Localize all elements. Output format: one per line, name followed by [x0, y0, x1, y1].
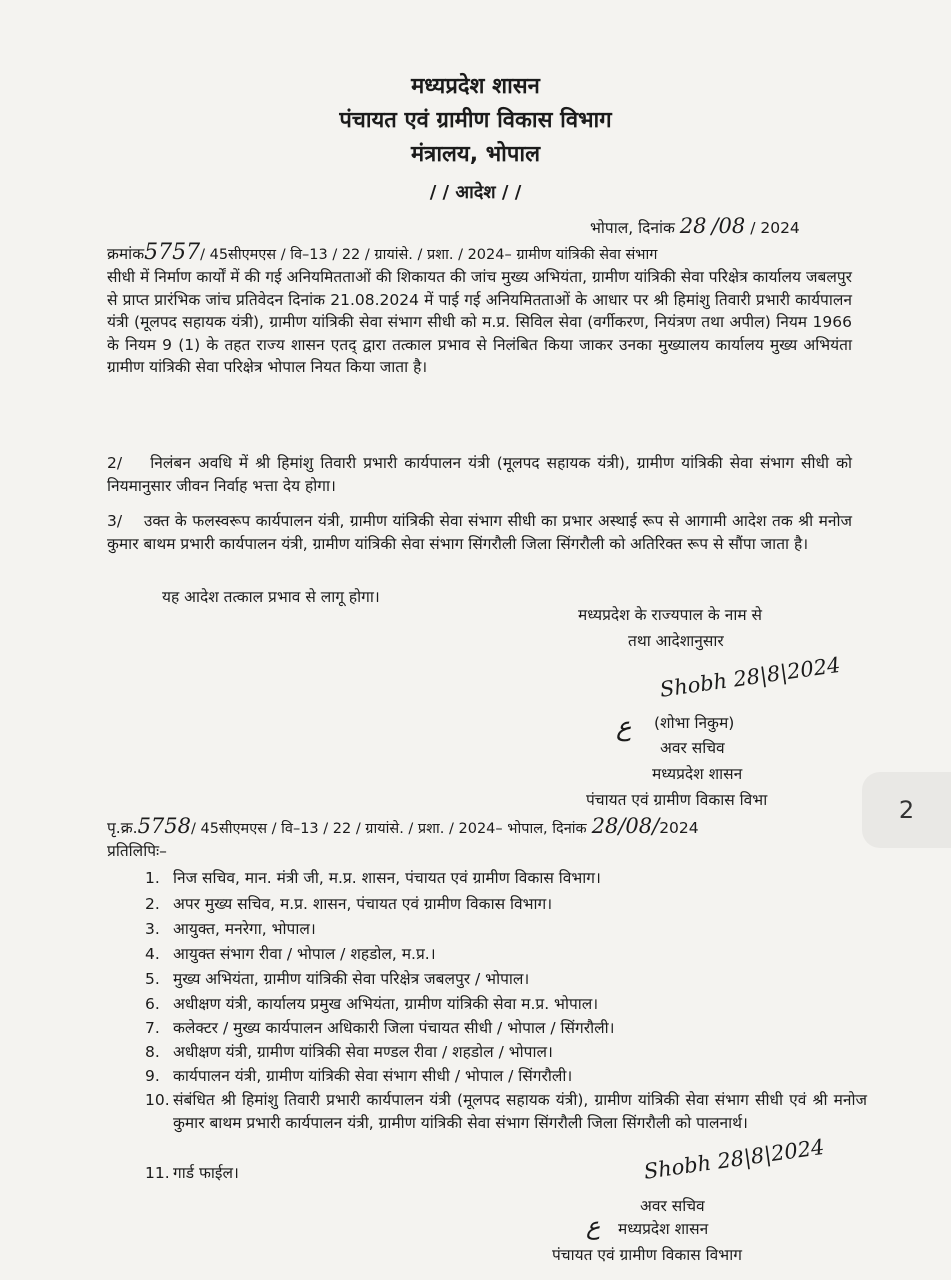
sign2-office1: मध्यप्रदेश शासन [618, 1220, 709, 1238]
copy-label: प्रतिलिपिः– [107, 842, 167, 860]
copy-list-item: 5. मुख्य अभियंता, ग्रामीण यांत्रिकी सेवा परिक्षेत्र जबलपुर / भोपाल। [145, 970, 530, 988]
date-year: / 2024 [750, 219, 800, 237]
order-paragraph-2 [107, 452, 852, 497]
order-paragraph-1: सीधी में निर्माण कार्यों में की गई अनियमितताओं की शिकायत की जांच मुख्य अभियंता, ग्रामीण यांत्रिकी सेवा परिक्षेत्र कार्यालय जबलपुर से प्राप्त प्रारंभिक जांच प्रतिवेदन दिनांक 21.08.2024 में पाई गई अनियमितताओं के आधार पर श्री हिमांशु तिवारी प्रभारी कार्यपालन यंत्री (मूलपद सहायक यंत्री), ग्रामीण यांत्रिकी सेवा संभाग सीधी को म.प्र. सिविल सेवा (वर्गीकरण, नियंत्रण तथा अपील) नियम 1966 के नियम 9 (1) के तहत राज्य शासन एतद् द्वारा तत्काल प्रभाव से निलंबित किया जाकर उनका मुख्यालय कार्यालय मुख्य अभियंता ग्रामीण यांत्रिकी सेवा परिक्षेत्र भोपाल नियत किया जाता है। [107, 268, 852, 376]
sign1-office1: मध्यप्रदेश शासन [652, 765, 743, 783]
sign1-line2: तथा आदेशानुसार [628, 632, 724, 650]
copy-date-handwritten: 28/08/ [591, 814, 660, 838]
copy-list-item: 11. गार्ड फाईल। [145, 1164, 239, 1182]
header-ministry: मंत्रालय, भोपाल [411, 142, 540, 167]
copy-list-item: 7. कलेक्टर / मुख्य कार्यपालन अधिकारी जिला पंचायत सीधी / भोपाल / सिंगरौली। [145, 1019, 615, 1037]
order-date [590, 215, 800, 239]
initial-mark-1: ع [616, 712, 632, 742]
copy-list-item: 9. कार्यपालन यंत्री, ग्रामीण यांत्रिकी सेवा संभाग सीधी / भोपाल / सिंगरौली। [145, 1067, 573, 1085]
sign1-signature: Shobh 28|8|2024 [658, 652, 842, 702]
para2-number: 2/ [107, 454, 123, 472]
para3-number: 3/ [107, 512, 123, 530]
ref-first-line: / 45सीएमएस / वि–13 / 22 / ग्रायांसे. / प्रशा. / 2024– ग्रामीण यांत्रिकी सेवा संभाग [200, 247, 658, 263]
copy-ref: / 45सीएमएस / वि–13 / 22 / ग्रायांसे. / प्रशा. / 2024– भोपाल, दिनांक [191, 821, 587, 837]
order-reference [107, 242, 657, 266]
copy-list-item: 10. संबंधित श्री हिमांशु तिवारी प्रभारी कार्यपालन यंत्री (मूलपद सहायक यंत्री), ग्रामीण यांत्रिकी सेवा संभाग सीधी एवं श्री मनोज कुमार बाथम प्रभारी कार्यपालन यंत्री, ग्रामीण यांत्रिकी सेवा संभाग सिंगरौली जिला सिंगरौली को पालनार्थ। [145, 1091, 867, 1132]
date-prefix: भोपाल, दिनांक [590, 219, 675, 237]
sign2-designation: अवर सचिव [640, 1197, 705, 1215]
sign1-line1: मध्यप्रदेश के राज्यपाल के नाम से [578, 606, 763, 624]
order-paragraph-3 [107, 510, 852, 555]
copy-list-item: 4. आयुक्त संभाग रीवा / भोपाल / शहडोल, म.प्र.। [145, 945, 436, 963]
sign2-signature: Shobh 28|8|2024 [642, 1134, 826, 1184]
date-day-handwritten: 28 [679, 214, 707, 238]
copy-reference [107, 815, 699, 840]
copy-prefix: पृ.क्र. [107, 819, 138, 837]
copy-list-item: 2. अपर मुख्य सचिव, म.प्र. शासन, पंचायत एवं ग्रामीण विकास विभाग। [145, 895, 553, 913]
sign2-office2: पंचायत एवं ग्रामीण विकास विभाग [552, 1246, 742, 1264]
header-government: मध्यप्रदेश शासन [411, 74, 540, 99]
sign1-office2: पंचायत एवं ग्रामीण विकास विभा [586, 791, 768, 809]
sign1-name: (शोभा निकुम) [654, 714, 735, 732]
order-paragraph-4: यह आदेश तत्काल प्रभाव से लागू होगा। [162, 588, 380, 606]
para3-text: उक्त के फलस्वरूप कार्यपालन यंत्री, ग्रामीण यांत्रिकी सेवा संभाग सीधी का प्रभार अस्थाई रूप से आगामी आदेश तक श्री मनोज कुमार बाथम प्रभारी कार्यपालन यंत्री, ग्रामीण यांत्रिकी सेवा संभाग सिंगरौली जिला सिंगरौली को अतिरिक्त रूप से सौंपा जाता है। [107, 512, 852, 553]
initial-mark-2: ع [586, 1212, 601, 1240]
header-department: पंचायत एवं ग्रामीण विकास विभाग [339, 108, 612, 133]
copy-number-handwritten: 5758 [137, 814, 192, 838]
sign1-designation: अवर सचिव [660, 739, 725, 757]
copy-year: 2024 [659, 819, 699, 837]
copy-list-item: 3. आयुक्त, मनरेगा, भोपाल। [145, 920, 316, 938]
page-number-indicator[interactable]: 2 [862, 772, 951, 848]
kramank-handwritten: 5757 [144, 240, 201, 265]
order-title: / / आदेश / / [429, 182, 522, 203]
copy-list-item: 6. अधीक्षण यंत्री, कार्यालय प्रमुख अभियंता, ग्रामीण यांत्रिकी सेवा म.प्र. भोपाल। [145, 995, 599, 1013]
date-month-handwritten: /08 [711, 214, 746, 238]
para2-text: निलंबन अवधि में श्री हिमांशु तिवारी प्रभारी कार्यपालन यंत्री (मूलपद सहायक यंत्री), ग्रामीण यांत्रिकी सेवा संभाग सीधी को नियमानुसार जीवन निर्वाह भत्ता देय होगा। [107, 454, 852, 495]
copy-list-item: 8. अधीक्षण यंत्री, ग्रामीण यांत्रिकी सेवा मण्डल रीवा / शहडोल / भोपाल। [145, 1043, 553, 1061]
kramank-prefix: क्रमांक [107, 245, 145, 263]
copy-list-item: 1. निज सचिव, मान. मंत्री जी, म.प्र. शासन, पंचायत एवं ग्रामीण विकास विभाग। [145, 869, 601, 887]
